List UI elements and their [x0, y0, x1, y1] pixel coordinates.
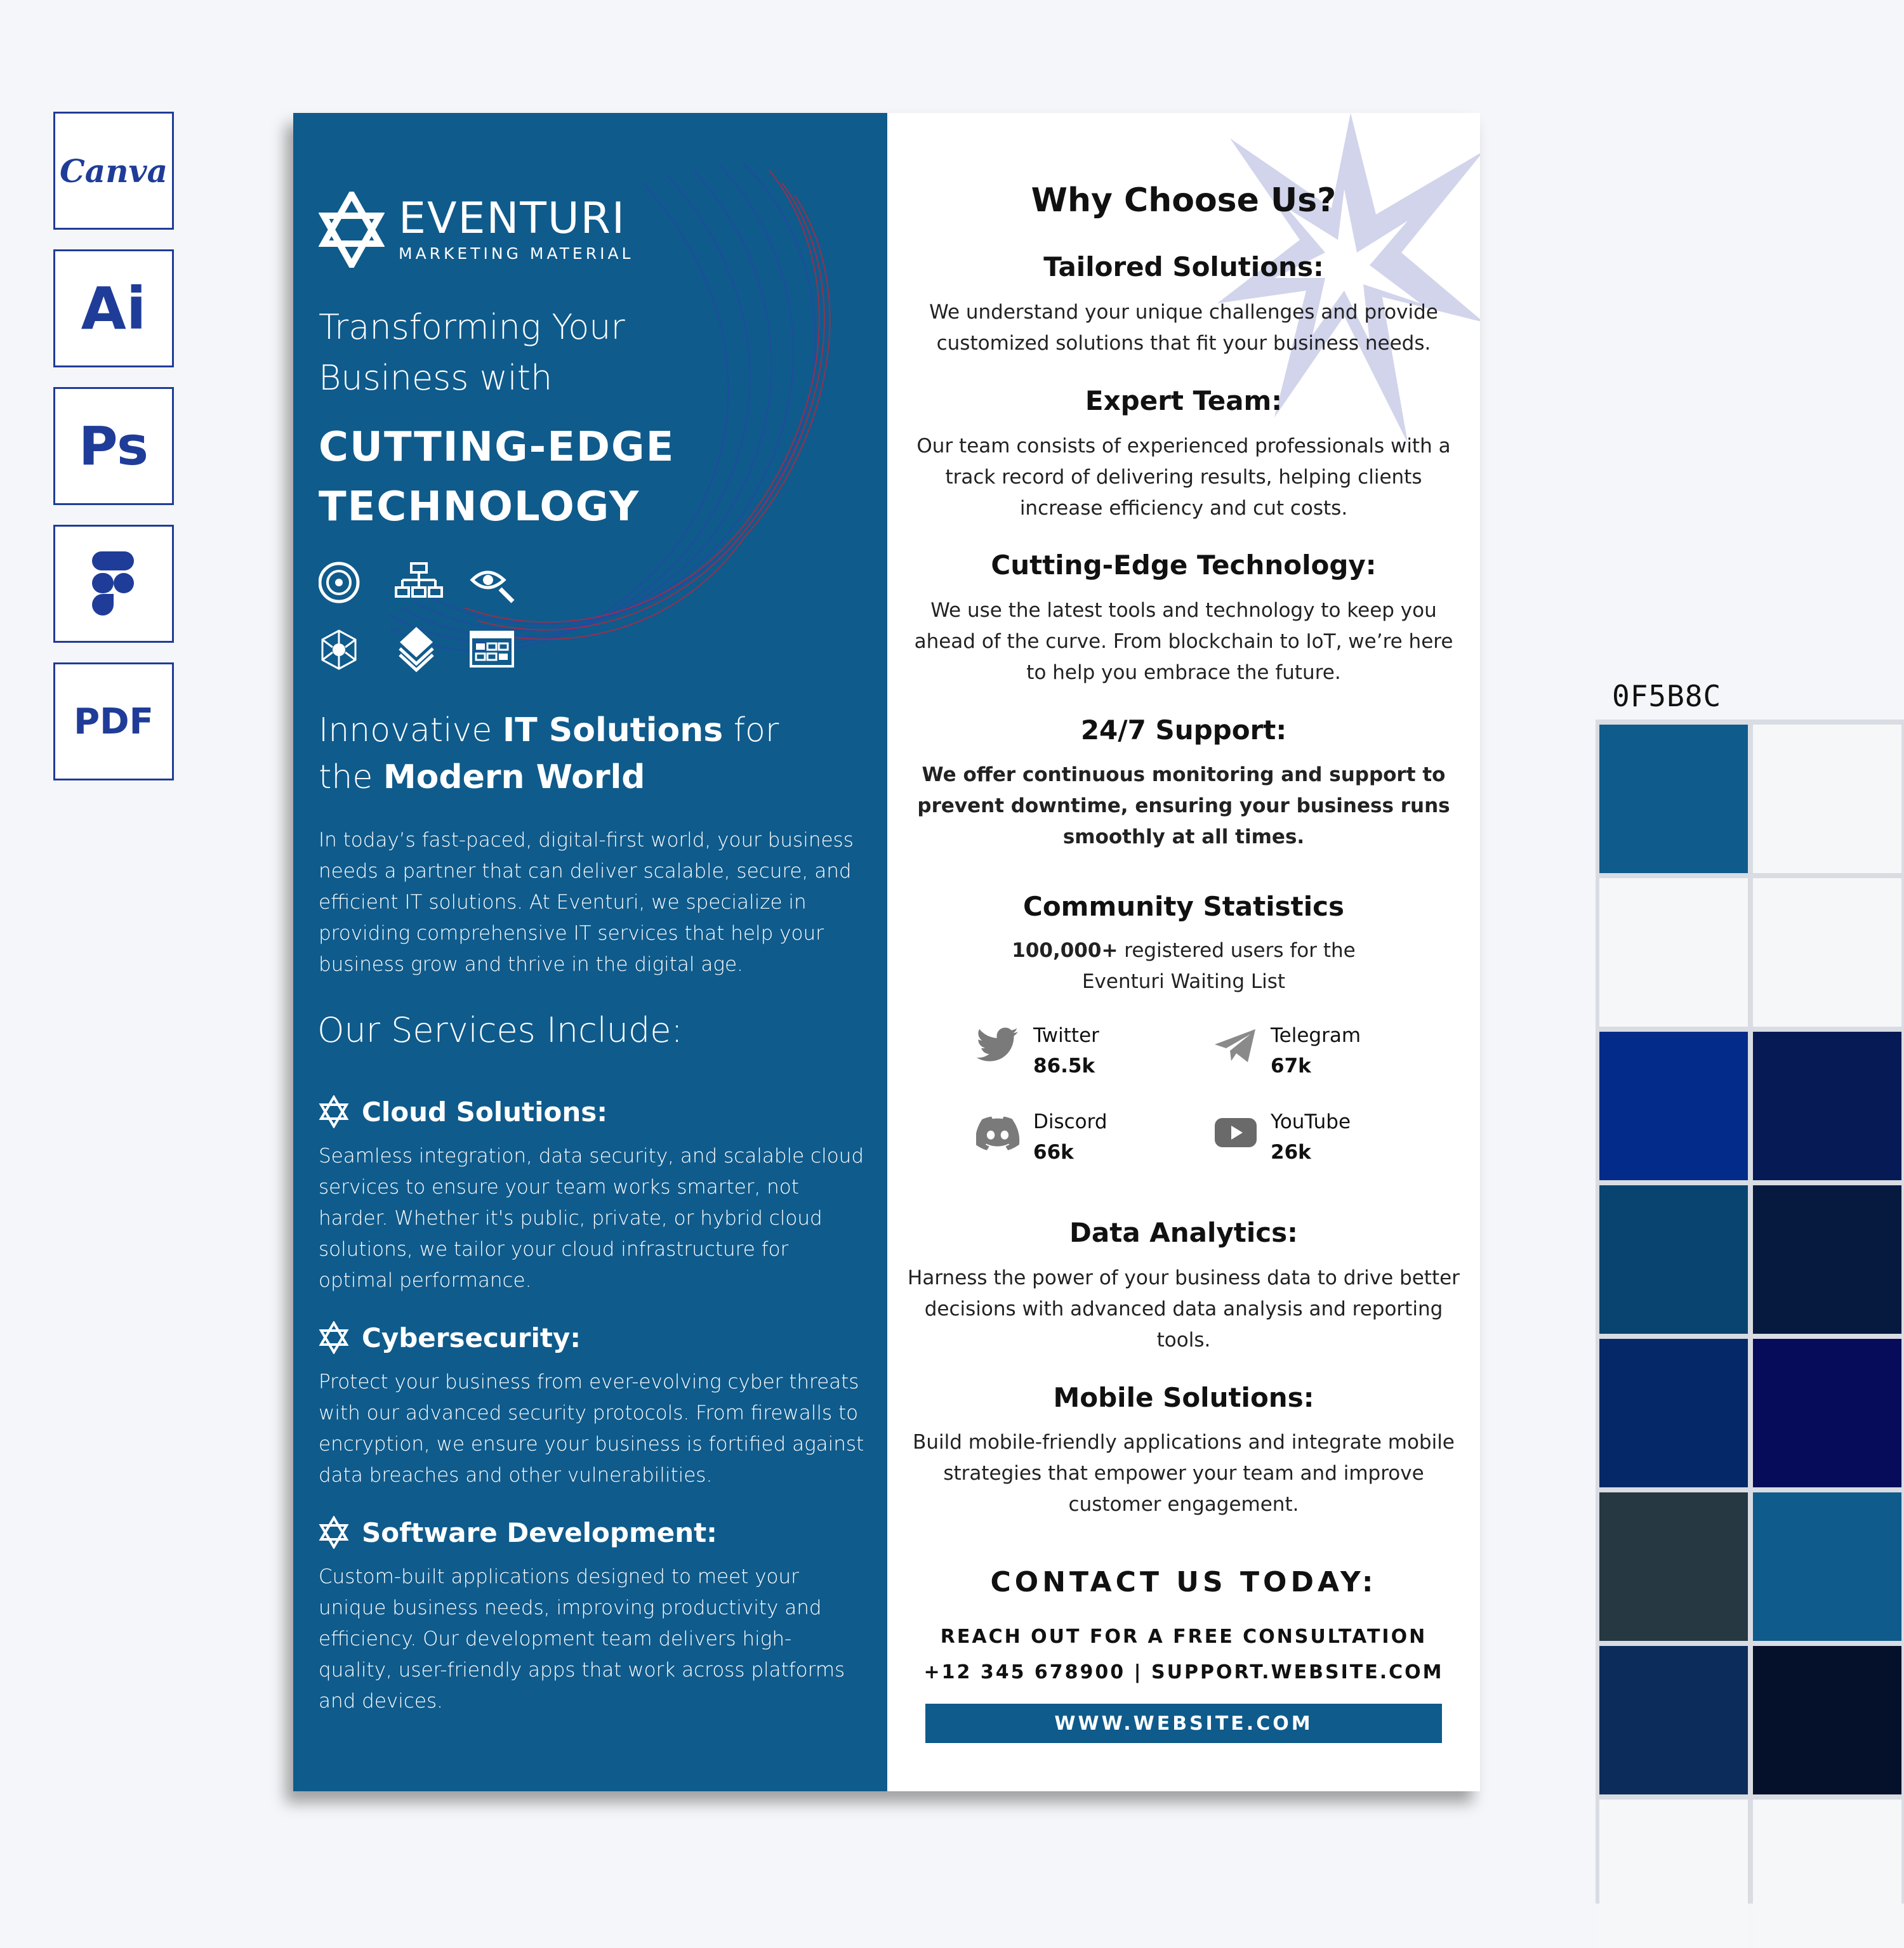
point-title: Expert Team: [1085, 385, 1283, 416]
extra-title: Data Analytics: [1069, 1217, 1298, 1248]
youtube-icon [1213, 1113, 1258, 1151]
extra-text: Build mobile-friendly applications and integrate mobile strategies that empower your team and improve customer engagement. [913, 1431, 1455, 1516]
star-bullet-icon [319, 1321, 349, 1354]
color-swatch [1753, 1800, 1901, 1948]
service-item [319, 1093, 864, 1296]
twitter-icon [976, 1027, 1021, 1065]
eye-search-icon [468, 557, 519, 608]
services-title: Our Services Include: [317, 1010, 683, 1050]
network-globe-icon [319, 627, 369, 678]
layers-icon [393, 624, 444, 675]
illustrator-badge: Ai [53, 249, 174, 367]
color-swatch [1599, 878, 1748, 1027]
color-swatch [1599, 1646, 1748, 1794]
service-text: Protect your business from ever-evolving cyber threats with our advanced security protocols. From firewalls to encryption, we ensure your business is fortified against data breaches and other vulnerabilities. [319, 1371, 864, 1487]
color-swatch [1599, 1339, 1748, 1487]
extra-title: Mobile Solutions: [1053, 1382, 1314, 1413]
social-stats [976, 1020, 1420, 1185]
star-bullet-icon [319, 1516, 349, 1549]
logo-name: EVENTURI [399, 193, 626, 244]
point-text: We offer continuous monitoring and support to prevent downtime, ensuring your business runs smoothly at all times. [917, 763, 1450, 848]
stat-telegram: Telegram 67k [1213, 1020, 1404, 1084]
palette-label: 0F5B8C [1612, 679, 1722, 713]
discord-icon [976, 1113, 1021, 1151]
color-swatch [1599, 1185, 1748, 1334]
color-swatch [1753, 1492, 1901, 1641]
community-title: Community Statistics [1023, 891, 1344, 922]
color-swatch [1753, 1032, 1901, 1180]
color-swatch [1753, 725, 1901, 873]
target-icon [319, 557, 369, 608]
canva-badge: Canva [53, 112, 174, 230]
stat-discord: Discord 66k [976, 1107, 1167, 1170]
star-logo-icon [319, 192, 385, 268]
point-text: We understand your unique challenges and provide customized solutions that fit your business needs. [929, 301, 1438, 355]
intro-paragraph: In today’s fast-paced, digital-first world, your business needs a partner that can deliver scalable, secure, and efficient IT solutions. At Eventuri, we specialize in providing comprehensive IT services that help your business grow and thrive in the digital age. [319, 829, 854, 976]
color-palette [1596, 720, 1904, 1904]
color-swatch [1753, 1185, 1901, 1334]
service-text: Seamless integration, data security, and scalable cloud services to ensure your team works smarter, not harder. Whether it's public, private, or hybrid cloud solutions, we tailor your cloud infrastructure for optimal performance. [319, 1145, 864, 1292]
service-item [319, 1513, 864, 1717]
point-text: We use the latest tools and technology to keep you ahead of the curve. From blockchain to IoT, we’re here to help you embrace the future. [914, 599, 1453, 684]
color-swatch [1753, 1339, 1901, 1487]
headline: Transforming Your Business with [319, 307, 625, 398]
website-link: WWW.WEBSITE.COM [1054, 1712, 1313, 1735]
dashboard-icon [468, 627, 519, 678]
color-swatch [1753, 1646, 1901, 1794]
stat-twitter: Twitter 86.5k [976, 1020, 1167, 1084]
flyer-left-panel [293, 113, 887, 1791]
section-heading: Innovative IT Solutions for the Modern World [319, 711, 779, 796]
pdf-badge: PDF [53, 662, 174, 780]
flyer [293, 113, 1480, 1791]
stat-youtube: YouTube 26k [1213, 1107, 1404, 1170]
point-title: 24/7 Support: [1080, 714, 1287, 746]
figma-icon [53, 525, 174, 643]
website-bar [925, 1704, 1442, 1743]
service-title: Software Development: [362, 1517, 717, 1548]
contact-title: CONTACT US TODAY: [990, 1566, 1377, 1598]
logo [319, 192, 633, 268]
color-swatch [1599, 1492, 1748, 1641]
extra-text: Harness the power of your business data to drive better decisions with advanced data analysis and reporting tools. [908, 1267, 1460, 1352]
point-title: Cutting-Edge Technology: [991, 550, 1377, 581]
star-bullet-icon [319, 1095, 349, 1128]
contact-phone-email: +12 345 678900 | SUPPORT.WEBSITE.COM [923, 1661, 1444, 1683]
community-users: 100,000+ registered users for the Eventuri Waiting List [1012, 939, 1356, 993]
point-title: Tailored Solutions: [1043, 251, 1324, 282]
color-swatch [1753, 878, 1901, 1027]
color-swatch [1599, 1032, 1748, 1180]
service-title: Cybersecurity: [362, 1322, 581, 1353]
point-text: Our team consists of experienced professionals with a track record of delivering results, helping clients increase efficiency and cut costs. [916, 435, 1451, 520]
color-swatch [1599, 1800, 1748, 1948]
headline-highlight: CUTTING-EDGE TECHNOLOGY [319, 424, 675, 530]
why-title: Why Choose Us? [1031, 181, 1337, 220]
telegram-icon [1213, 1027, 1258, 1065]
color-swatch [1599, 725, 1748, 873]
logo-subtitle: MARKETING MATERIAL [399, 244, 634, 263]
org-chart-icon [393, 557, 444, 608]
flyer-right-panel [887, 113, 1480, 1791]
service-text: Custom-built applications designed to meet your unique business needs, improving productivity and efficiency. Our development team delivers high-quality, user-friendly apps that work across platforms and devices. [319, 1565, 845, 1713]
format-badges [53, 112, 174, 800]
photoshop-badge: Ps [53, 387, 174, 505]
service-title: Cloud Solutions: [362, 1096, 608, 1128]
service-item [319, 1319, 864, 1491]
contact-line: REACH OUT FOR A FREE CONSULTATION [940, 1626, 1427, 1648]
